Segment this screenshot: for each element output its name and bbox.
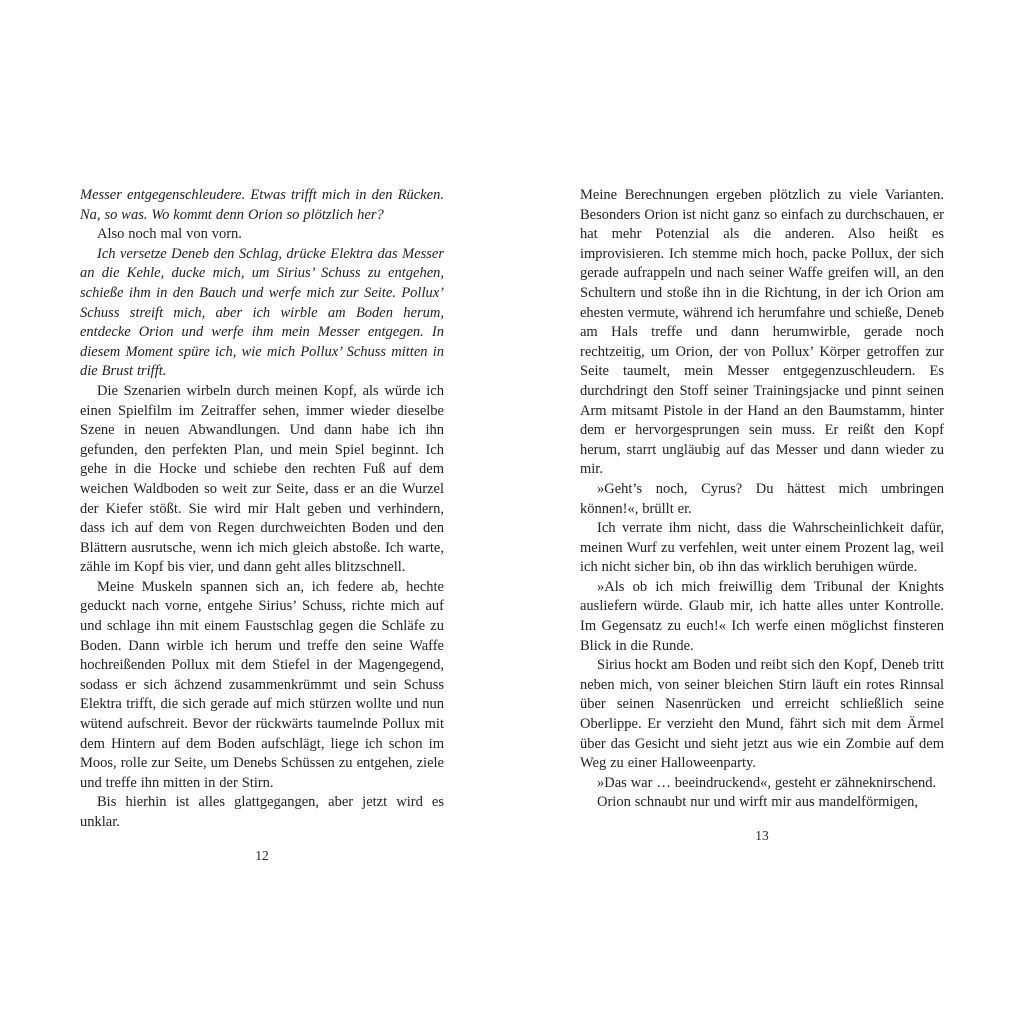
page-12	[80, 186, 444, 864]
paragraph: Die Szenarien wirbeln durch meinen Kopf, als würde ich einen Spielfilm im Zeitraffer sehen, immer wieder dieselbe Szene in neuen Abwandlungen. Und dann habe ich ihn gefunden, den perfekten Plan, und mein Spiel beginnt. Ich gehe in die Hocke und schiebe den rechten Fuß auf dem weichen Waldboden so weit zur Seite, dass er an die Wurzel der Kiefer stößt. Sie wird mir Halt geben und verhindern, dass ich auf dem von Regen durchweichten Boden und den Blättern ausrutsche, wenn ich mich gleich abstoße. Ich warte, zähle im Kopf bis vier, und dann geht alles blitzschnell.	[80, 382, 444, 576]
page-number-right: 13	[755, 828, 769, 843]
page-13	[580, 186, 944, 844]
paragraph: Meine Berechnungen ergeben plötzlich zu viele Varianten. Besonders Orion ist nicht ganz so einfach zu durchschauen, er hat mehr Potenzial als die anderen. Also heißt es improvisieren. Ich stemme mich hoch, packe Pollux, der sich gerade aufrappeln und nach seiner Waffe greifen will, an den Schultern und stoße ihn in die Richtung, in der ich Orion am ehesten vermute, während ich herumfahre und schieße, Deneb am Hals treffe und dann herumwirble, gerade noch rechtzeitig, um Orion, der von Pollux’ Körper getroffen zur Seite taumelt, mein Messer entgegenzuschleudern. Es durchdringt den Stoff seiner Trainingsjacke und pinnt seinen Arm mitsamt Pistole in der Hand an den Baumstamm, hinter dem er hervorgesprungen sein muss. Er reißt den Kopf herum, starrt ungläubig auf das Messer und dann wieder zu mir.	[580, 187, 944, 478]
paragraph: »Als ob ich mich freiwillig dem Tribunal der Knights ausliefern würde. Glaub mir, ich hatte alles unter Kontrolle. Im Gegensatz zu euch!« Ich werfe einen möglichst finsteren Blick in die Runde.	[580, 578, 944, 654]
page-number-left: 12	[255, 847, 269, 863]
paragraph: »Geht’s noch, Cyrus? Du hättest mich umbringen können!«, brüllt er.	[580, 480, 944, 517]
paragraph: Bis hierhin ist alles glattgegangen, aber jetzt wird es unklar.	[80, 794, 444, 830]
page-13-text	[580, 186, 944, 813]
paragraph: Meine Muskeln spannen sich an, ich federe ab, hechte geduckt nach vorne, entgehe Sirius’ Schuss, richte mich auf und schlage ihn mit einem Faustschlag gegen die Schläfe zu Boden. Dann wirble ich herum und treffe den seine Waffe hochreißenden Pollux mit dem Stiefel in der Magengegend, sodass er sich ächzend zusammenkrümmt und sein Schuss Elektra trifft, die sich gerade auf mich stürzen wollte und nun wütend aufschreit. Bevor der rückwärts taumelnde Pollux mit dem Hintern auf dem Boden aufschlägt, liege ich schon im Moos, rolle zur Seite, um Denebs Schüssen zu entgehen, ziele und treffe ihn mitten in der Stirn.	[80, 578, 444, 791]
paragraph: Sirius hockt am Boden und reibt sich den Kopf, Deneb tritt neben mich, von seiner bleichen Stirn läuft ein rotes Rinnsal über seinen Nasenrücken und erreicht schließlich seine Oberlippe. Er verzieht den Mund, fährt sich mit dem Ärmel über das Gesicht und sieht jetzt aus wie ein Zombie auf dem Weg zu einer Halloweenparty.	[580, 657, 944, 772]
paragraph: »Das war … beeindruckend«, gesteht er zähneknirschend.	[597, 774, 937, 791]
paragraph: Orion schnaubt nur und wirft mir aus mandelförmigen,	[597, 794, 918, 811]
page-12-text	[80, 186, 444, 833]
paragraph: Ich verrate ihm nicht, dass die Wahrscheinlichkeit dafür, meinen Wurf zu verfehlen, weit unter einem Prozent lag, weil ich nicht sicher bin, ob ihn das wirklich beruhigen würde.	[580, 520, 944, 576]
paragraph: Also noch mal von vorn.	[97, 226, 242, 243]
paragraph: Ich versetze Deneb den Schlag, drücke Elektra das Messer an die Kehle, ducke mich, um Sirius’ Schuss zu entgehen, schieße ihm in den Bauch und werfe mich zur Seite. Pollux’ Schuss streift mich, aber ich wirble am Boden herum, entdecke Orion und werfe ihm mein Messer entgegen. In diesem Moment spüre ich, wie mich Pollux’ Schuss mitten in die Brust trifft.	[80, 245, 444, 380]
paragraph: Messer entgegenschleudere. Etwas trifft mich in den Rücken. Na, so was. Wo kommt denn Orion so plötzlich her?	[80, 187, 444, 223]
